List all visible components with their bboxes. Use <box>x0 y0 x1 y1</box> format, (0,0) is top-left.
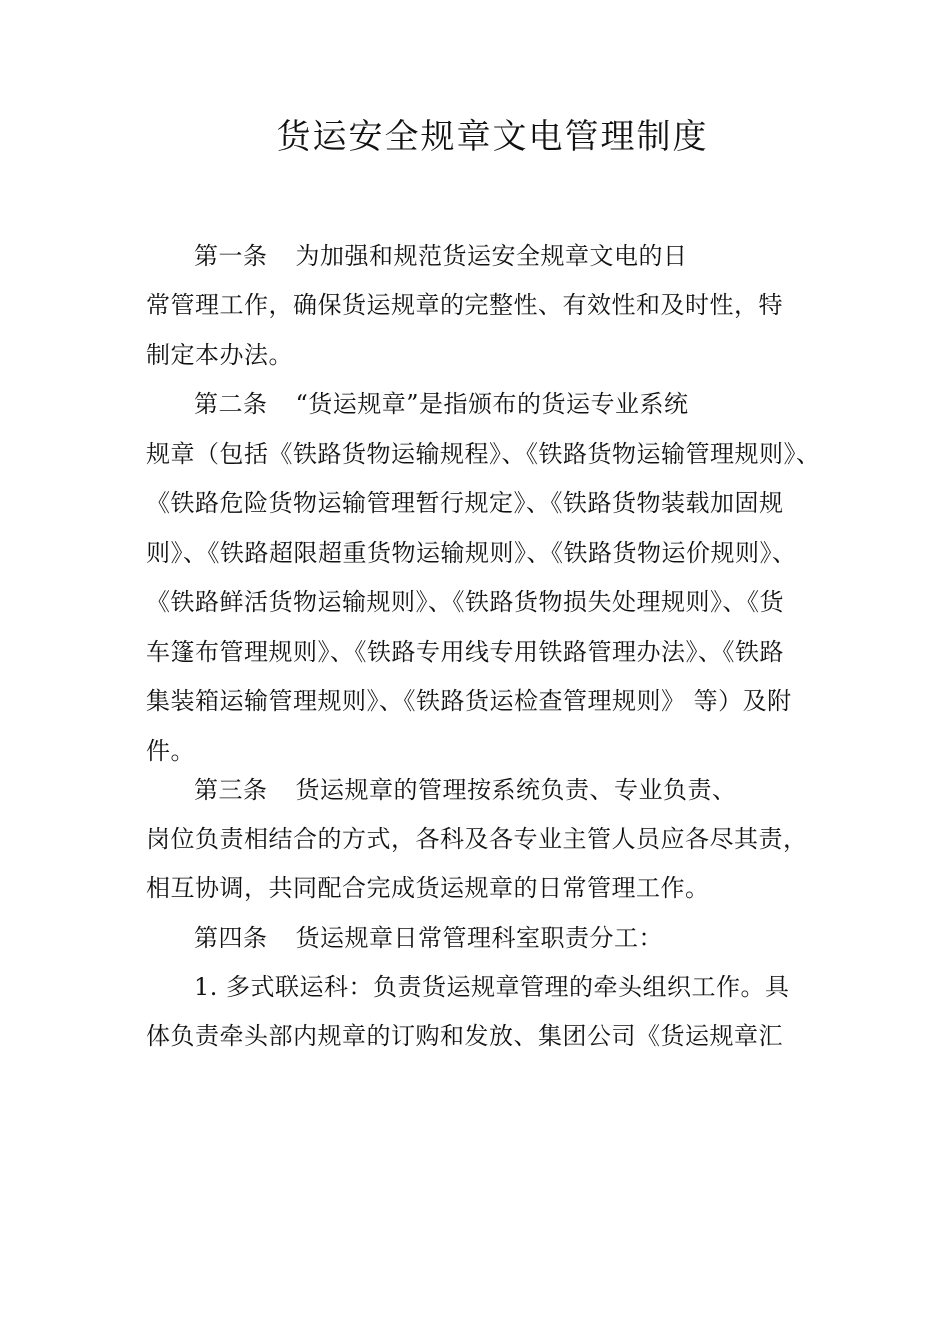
article-label: 第三条 <box>194 776 268 804</box>
article-text: “货运规章”是指颁布的货运专业系统 <box>295 390 689 418</box>
article-label: 第一条 <box>194 242 268 270</box>
article-text: 货运规章日常管理科室职责分工： <box>295 924 663 952</box>
article-2-line-6: 车篷布管理规则》、《铁路专用线专用铁路管理办法》、《铁路 <box>146 638 784 666</box>
article-2-line-7: 集装箱运输管理规则》、《铁路货运检查管理规则》 等）及附 <box>146 687 792 715</box>
article-1-line-3: 制定本办法。 <box>146 341 293 369</box>
article-3-line-3: 相互协调，共同配合完成货运规章的日常管理工作。 <box>146 874 710 902</box>
article-label: 第四条 <box>194 924 268 952</box>
article-label: 第二条 <box>194 390 268 418</box>
article-1-line-1 <box>194 238 688 274</box>
clause-1-line-2: 体负责牵头部内规章的订购和发放、集团公司《货运规章汇 <box>146 1022 783 1050</box>
clause-1-line-1: 1. 多式联运科：负责货运规章管理的牵头组织工作。具 <box>194 973 790 1001</box>
document-title: 货运安全规章文电管理制度 <box>276 117 709 157</box>
article-text: 货运规章的管理按系统负责、专业负责、 <box>295 776 737 804</box>
article-2-line-1 <box>194 386 689 422</box>
article-3-line-2: 岗位负责相结合的方式，各科及各专业主管人员应各尽其责， <box>146 825 808 853</box>
article-text: 为加强和规范货运安全规章文电的日 <box>295 242 688 270</box>
article-2-line-3: 《铁路危险货物运输管理暂行规定》、《铁路货物装载加固规 <box>146 489 784 517</box>
article-2-line-5: 《铁路鲜活货物运输规则》、《铁路货物损失处理规则》、《货 <box>146 588 784 616</box>
article-2-line-8: 件。 <box>146 737 195 765</box>
article-1-line-2: 常管理工作，确保货运规章的完整性、有效性和及时性，特 <box>146 291 783 319</box>
article-4-line-1 <box>194 920 663 956</box>
article-2-line-2: 规章（包括《铁路货物运输规程》、《铁路货物运输管理规则》、 <box>146 440 821 468</box>
article-2-line-4: 则》、《铁路超限超重货物运输规则》、《铁路货物运价规则》、 <box>146 539 797 567</box>
article-3-line-1 <box>194 772 737 808</box>
